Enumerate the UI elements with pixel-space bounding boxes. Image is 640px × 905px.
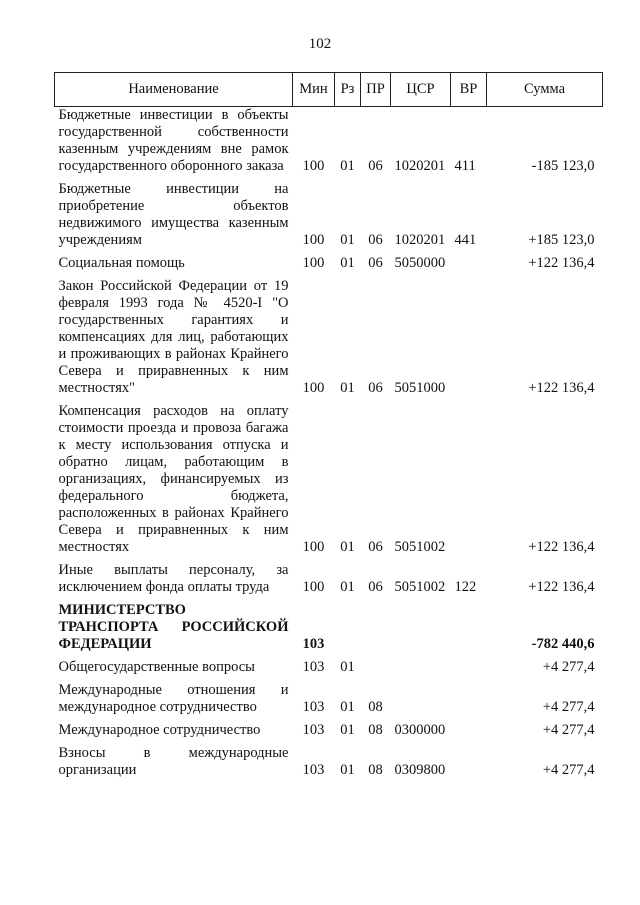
row-rz: 01 <box>340 158 355 174</box>
row-min: 103 <box>302 659 325 675</box>
row-rz: 01 <box>340 380 355 396</box>
row-pr <box>361 659 391 682</box>
row-name: Взносы в международные организации <box>58 745 289 778</box>
row-min: 100 <box>302 232 325 248</box>
row-pr: 08 <box>368 762 383 778</box>
row-rz: 01 <box>340 232 355 248</box>
row-sum: +122 136,4 <box>528 255 595 271</box>
row-min: 100 <box>302 158 325 174</box>
row-pr: 06 <box>368 158 383 174</box>
row-vr <box>451 722 487 745</box>
row-sum: +185 123,0 <box>528 232 595 248</box>
table-row <box>55 255 603 278</box>
row-vr <box>451 745 487 785</box>
row-rz: 01 <box>340 722 355 738</box>
table-row <box>55 107 603 182</box>
row-pr: 06 <box>368 380 383 396</box>
row-sum: +4 277,4 <box>542 762 595 778</box>
row-rz: 01 <box>340 699 355 715</box>
row-pr: 08 <box>368 699 383 715</box>
row-name: Бюджетные инвестиции в объекты государственной собственности казенным учреждениям вне рамок государственного оборонного заказа <box>58 107 289 174</box>
table-body <box>55 107 603 786</box>
row-pr: 08 <box>368 722 383 738</box>
row-csr: 5051002 <box>394 539 446 555</box>
row-csr: 5050000 <box>394 255 446 271</box>
row-sum: -782 440,6 <box>531 636 595 652</box>
row-name: Закон Российской Федерации от 19 февраля 1993 года № 4520-I "О государственных гарантиях и компенсациях для лиц, работающих и проживающих в районах Крайнего Севера и приравненных к ним местностях" <box>58 278 289 396</box>
table-row <box>55 722 603 745</box>
row-min: 103 <box>302 636 325 652</box>
row-csr: 0300000 <box>394 722 446 738</box>
row-pr: 06 <box>368 579 383 595</box>
table-header <box>55 73 603 107</box>
row-min: 100 <box>302 380 325 396</box>
header-rz: Рз <box>335 73 361 107</box>
row-min: 103 <box>302 762 325 778</box>
header-name: Наименование <box>55 73 293 107</box>
row-pr: 06 <box>368 232 383 248</box>
row-pr <box>361 602 391 659</box>
row-vr: 411 <box>454 158 476 174</box>
row-rz: 01 <box>340 659 355 675</box>
budget-table <box>54 72 603 785</box>
table-row <box>55 403 603 562</box>
table-row <box>55 602 603 659</box>
row-min: 100 <box>302 255 325 271</box>
row-name: МИНИСТЕРСТВО ТРАНСПОРТА РОССИЙСКОЙ ФЕДЕРАЦИИ <box>58 602 289 652</box>
table-row <box>55 659 603 682</box>
row-name: Международное сотрудничество <box>58 722 261 738</box>
row-min: 103 <box>302 722 325 738</box>
header-vr: ВР <box>451 73 487 107</box>
row-rz: 01 <box>340 579 355 595</box>
row-rz <box>335 602 361 659</box>
row-sum: +4 277,4 <box>542 659 595 675</box>
row-vr <box>451 602 487 659</box>
row-vr <box>451 682 487 722</box>
page-number: 102 <box>308 36 332 52</box>
row-name: Иные выплаты персоналу, за исключением фонда оплаты труда <box>58 562 289 595</box>
header-min: Мин <box>293 73 335 107</box>
table-row <box>55 562 603 602</box>
row-name: Международные отношения и международное сотрудничество <box>58 682 289 715</box>
table-row <box>55 181 603 255</box>
row-csr: 5051000 <box>394 380 446 396</box>
table-row <box>55 682 603 722</box>
row-vr <box>451 403 487 562</box>
row-sum: +4 277,4 <box>542 722 595 738</box>
row-pr: 06 <box>368 539 383 555</box>
row-vr: 122 <box>454 579 477 595</box>
row-name: Бюджетные инвестиции на приобретение объектов недвижимого имущества казенным учреждениям <box>58 181 289 248</box>
header-csr: ЦСР <box>391 73 451 107</box>
row-sum: +122 136,4 <box>528 579 595 595</box>
row-csr <box>391 602 451 659</box>
row-vr <box>451 255 487 278</box>
row-min: 100 <box>302 539 325 555</box>
row-min: 100 <box>302 579 325 595</box>
row-sum: +122 136,4 <box>528 380 595 396</box>
header-pr: ПР <box>361 73 391 107</box>
row-vr <box>451 659 487 682</box>
row-csr <box>391 682 451 722</box>
row-sum: -185 123,0 <box>531 158 595 174</box>
row-min: 103 <box>302 699 325 715</box>
row-csr: 0309800 <box>394 762 446 778</box>
row-csr: 5051002 <box>394 579 446 595</box>
row-csr: 1020201 <box>394 232 446 248</box>
row-rz: 01 <box>340 255 355 271</box>
row-name: Общегосударственные вопросы <box>58 659 255 675</box>
row-sum: +122 136,4 <box>528 539 595 555</box>
row-vr: 441 <box>454 232 477 248</box>
row-name: Компенсация расходов на оплату стоимости проезда и провоза багажа к месту использования отпуска и обратно лицам, работающим в организациях, финансируемых из федерального бюджета, расположенных в районах Крайнего Севера и приравненных к ним местностях <box>58 403 289 555</box>
row-csr <box>391 659 451 682</box>
table-row <box>55 278 603 403</box>
row-name: Социальная помощь <box>58 255 185 271</box>
row-sum: +4 277,4 <box>542 699 595 715</box>
header-sum: Сумма <box>487 73 603 107</box>
row-vr <box>451 278 487 403</box>
row-rz: 01 <box>340 539 355 555</box>
row-rz: 01 <box>340 762 355 778</box>
row-pr: 06 <box>368 255 383 271</box>
row-csr: 1020201 <box>394 158 446 174</box>
table-row <box>55 745 603 785</box>
